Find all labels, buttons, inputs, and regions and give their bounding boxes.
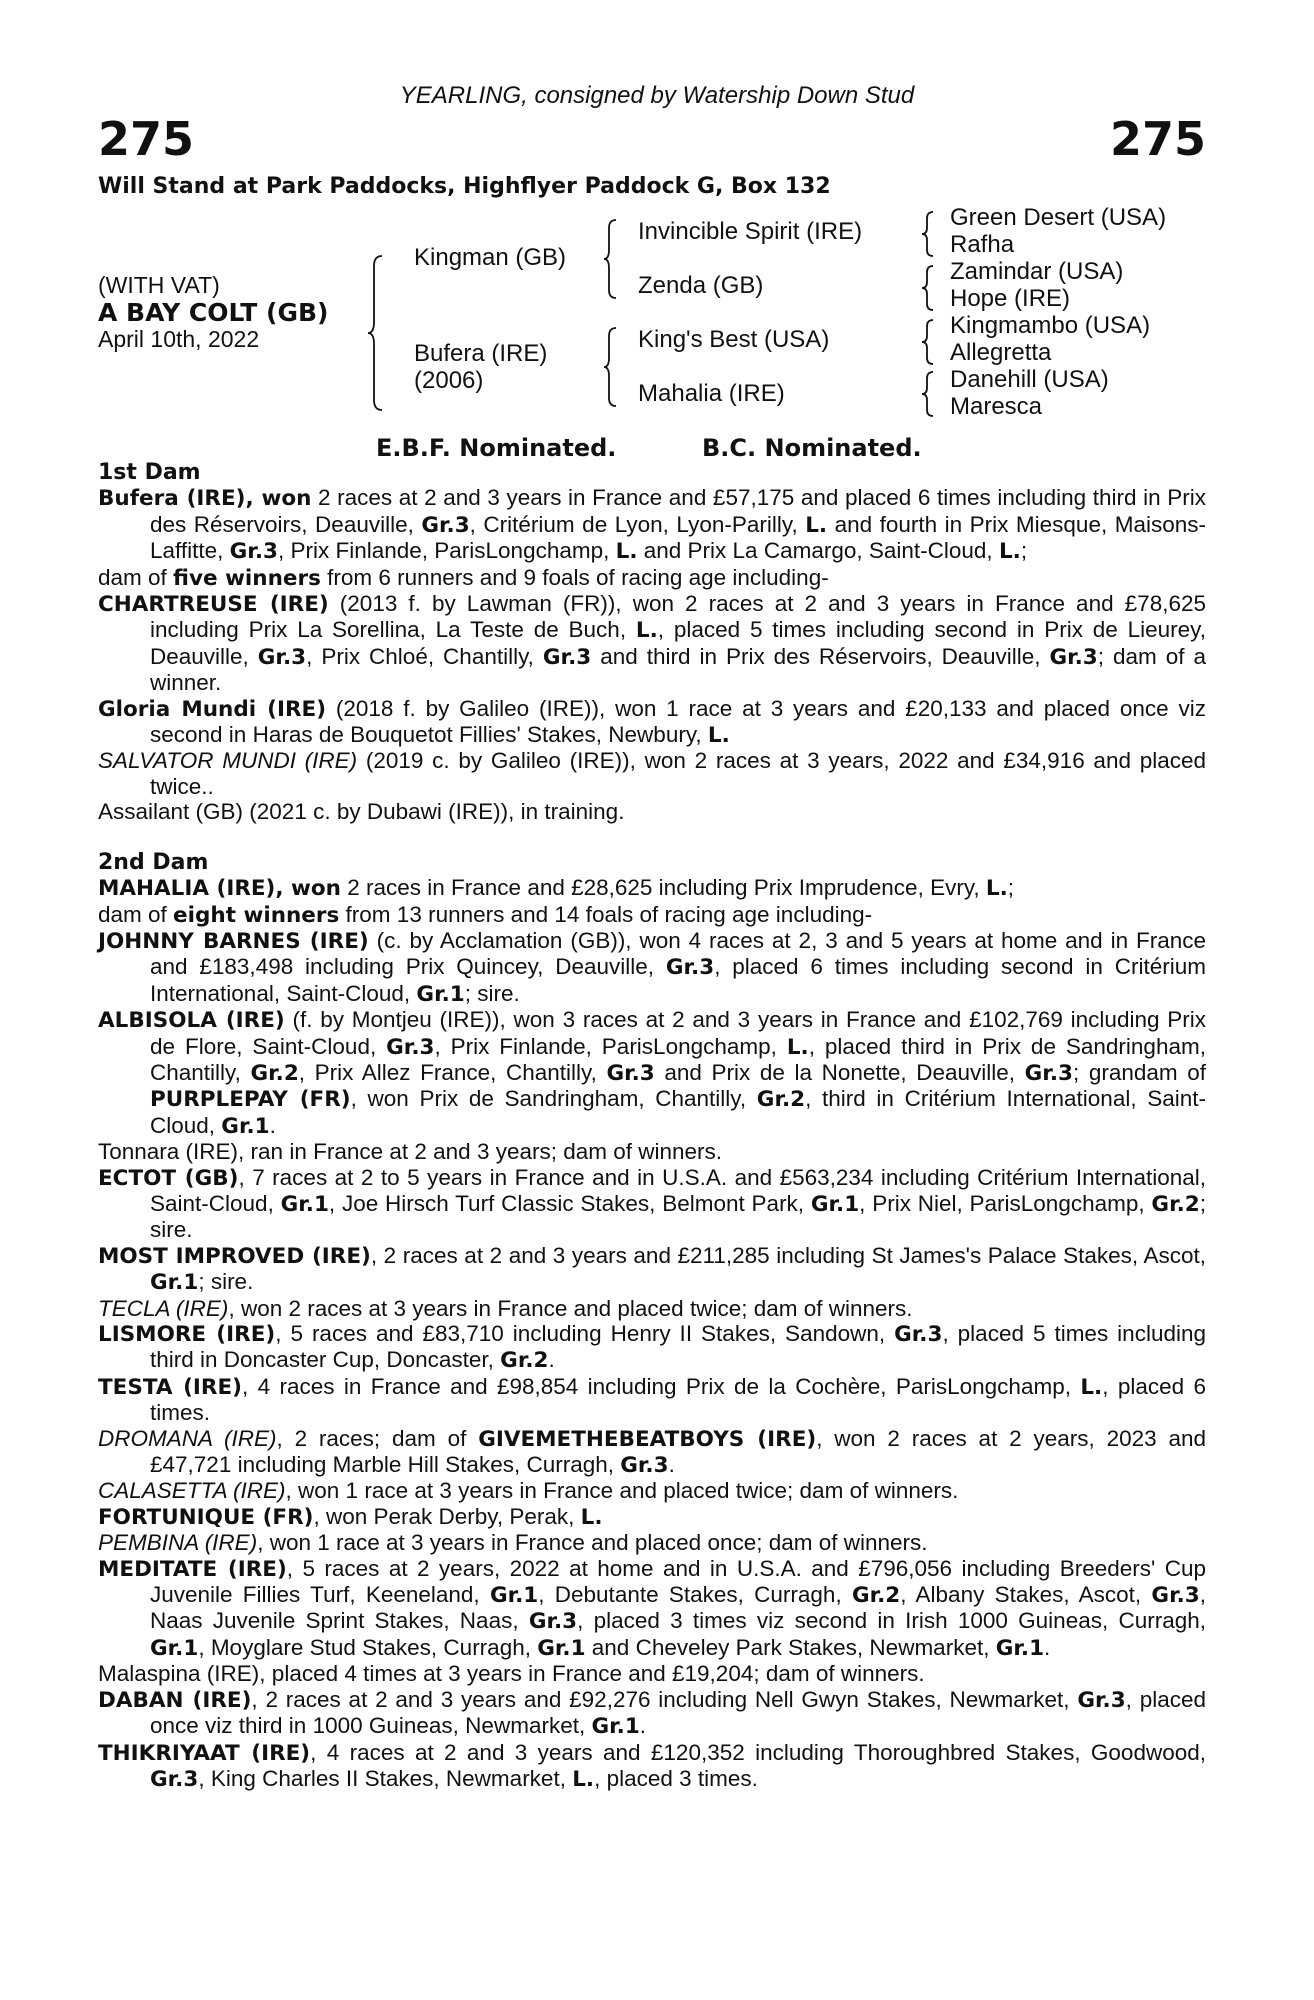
- ped-ddd: Maresca: [950, 393, 1043, 420]
- ped-sdd: Hope (IRE): [950, 285, 1071, 312]
- consignment-line: YEARLING, consigned by Watership Down Stud: [399, 82, 915, 109]
- produce-chartreuse: CHARTREUSE (IRE) (2013 f. by Lawman (FR)), won 2 races at 2 and 3 years in France and £78,625 including Prix La Sorellina, La Teste de Buch, L., placed 5 times including second in Prix de Lieurey, Deauville, Gr.3, Prix Chloé, Chantilly, Gr.3 and third in Prix des Réservoirs, Deauville, Gr.3; dam of a winner.: [98, 591, 1206, 696]
- pedigree-brace-2a: [604, 218, 622, 300]
- sire-of-sire: Invincible Spirit (IRE): [638, 218, 863, 245]
- second-dam-heading: 2nd Dam: [98, 849, 209, 875]
- produce-most-improved: MOST IMPROVED (IRE), 2 races at 2 and 3 years and £211,285 including St James's Palace Stakes, Ascot, Gr.1; sire.: [98, 1242, 1206, 1296]
- produce-lismore: LISMORE (IRE), 5 races and £83,710 including Henry II Stakes, Sandown, Gr.3, placed 5 times including third in Doncaster Cup, Doncaster, Gr.2.: [98, 1321, 1206, 1374]
- produce-testa: TESTA (IRE), 4 races in France and £98,854 including Prix de la Cochère, ParisLongchamp, L., placed 6 times.: [98, 1373, 1206, 1426]
- first-dam-entry: Bufera (IRE), won 2 races at 2 and 3 years in France and £57,175 and placed 6 times including third in Prix des Réservoirs, Deauville, Gr.3, Critérium de Lyon, Lyon-Parilly, L. and fourth in Prix Miesque, Maisons-Laffitte, Gr.3, Prix Finlande, ParisLongchamp, L. and Prix La Camargo, Saint-Cloud, L.;: [98, 485, 1206, 565]
- sire: Kingman (GB): [414, 244, 567, 271]
- ped-dds: Danehill (USA): [950, 366, 1109, 393]
- produce-assailant: Assailant (GB) (2021 c. by Dubawi (IRE)), in training.: [98, 799, 625, 825]
- horse-description: A BAY COLT (GB): [98, 298, 329, 327]
- foaling-date: April 10th, 2022: [98, 326, 260, 352]
- dam-of-sire: Zenda (GB): [638, 272, 764, 299]
- produce-johnny-barnes: JOHNNY BARNES (IRE) (c. by Acclamation (GB)), won 4 races at 2, 3 and 5 years at home and in France and £183,498 including Prix Quincey, Deauville, Gr.3, placed 6 times including second in Critérium International, Saint-Cloud, Gr.1; sire.: [98, 927, 1206, 1007]
- ped-sss: Green Desert (USA): [950, 204, 1167, 231]
- produce-meditate: MEDITATE (IRE), 5 races at 2 years, 2022 at home and in U.S.A. and £796,056 including Breeders' Cup Juvenile Fillies Turf, Keeneland, Gr.1, Debutante Stakes, Curragh, Gr.2, Albany Stakes, Ascot, Gr.3, Naas Juvenile Sprint Stakes, Naas, Gr.3, placed 3 times viz second in Irish 1000 Guineas, Curragh, Gr.1, Moyglare Stud Stakes, Curragh, Gr.1 and Cheveley Park Stakes, Newmarket, Gr.1.: [98, 1555, 1206, 1661]
- dam: Bufera (IRE): [414, 340, 548, 367]
- produce-ectot: ECTOT (GB), 7 races at 2 to 5 years in France and in U.S.A. and £563,234 including Critérium International, Saint-Cloud, Gr.1, Joe Hirsch Turf Classic Stakes, Belmont Park, Gr.1, Prix Niel, ParisLongchamp, Gr.2; sire.: [98, 1164, 1206, 1243]
- produce-tonnara: Tonnara (IRE), ran in France at 2 and 3 years; dam of winners.: [98, 1139, 723, 1165]
- sire-of-dam: King's Best (USA): [638, 326, 830, 353]
- lot-number-right: 275: [1109, 112, 1206, 166]
- produce-fortunique: FORTUNIQUE (FR), won Perak Derby, Perak, L.: [98, 1503, 603, 1530]
- vat-note: (WITH VAT): [98, 272, 220, 298]
- produce-tecla: TECLA (IRE), won 2 races at 3 years in France and placed twice; dam of winners.: [98, 1295, 913, 1321]
- ped-dsd: Allegretta: [950, 339, 1052, 366]
- produce-calasetta: CALASETTA (IRE), won 1 race at 3 years in France and placed twice; dam of winners.: [98, 1478, 959, 1504]
- produce-pembina: PEMBINA (IRE), won 1 race at 3 years in France and placed once; dam of winners.: [98, 1530, 928, 1556]
- ped-sds: Zamindar (USA): [950, 258, 1124, 285]
- first-dam-produce-summary: dam of five winners from 6 runners and 9 foals of racing age including-: [98, 564, 829, 591]
- second-dam-entry: MAHALIA (IRE), won 2 races in France and £28,625 including Prix Imprudence, Evry, L.;: [98, 875, 1015, 902]
- catalogue-body: [98, 460, 1206, 1792]
- pedigree-brace-1: [368, 254, 388, 412]
- produce-albisola: ALBISOLA (IRE) (f. by Montjeu (IRE)), won 3 races at 2 and 3 years in France and £102,769 including Prix de Flore, Saint-Cloud, Gr.3, Prix Finlande, ParisLongchamp, L., placed third in Prix de Sandringham, Chantilly, Gr.2, Prix Allez France, Chantilly, Gr.3 and Prix de la Nonette, Deauville, Gr.3; grandam of PURPLEPAY (FR), won Prix de Sandringham, Chantilly, Gr.2, third in Critérium International, Saint-Cloud, Gr.1.: [98, 1007, 1207, 1139]
- dam-year: (2006): [414, 367, 484, 394]
- pedigree-brace-3a: [922, 210, 938, 258]
- pedigree-brace-3d: [922, 370, 938, 418]
- stand-location: Will Stand at Park Paddocks, Highflyer Paddock G, Box 132: [98, 174, 831, 199]
- pedigree-brace-2b: [604, 326, 622, 408]
- produce-daban: DABAN (IRE), 2 races at 2 and 3 years and £92,276 including Nell Gwyn Stakes, Newmarket, Gr.3, placed once viz third in 1000 Guineas, Newmarket, Gr.1.: [98, 1686, 1206, 1740]
- pedigree-brace-3c: [922, 318, 938, 366]
- produce-dromana: DROMANA (IRE), 2 races; dam of GIVEMETHEBEATBOYS (IRE), won 2 races at 2 years, 2023 and £47,721 including Marble Hill Stakes, Curragh, Gr.3.: [98, 1425, 1206, 1479]
- produce-salvator-mundi: SALVATOR MUNDI (IRE) (2019 c. by Galileo (IRE)), won 2 races at 3 years, 2022 and £34,916 and placed twice..: [98, 748, 1207, 799]
- ped-dss: Kingmambo (USA): [950, 312, 1151, 339]
- bc-nomination: B.C. Nominated.: [702, 434, 922, 462]
- first-dam-heading: 1st Dam: [98, 460, 201, 485]
- ped-ssd: Rafha: [950, 231, 1015, 258]
- dam-of-dam: Mahalia (IRE): [638, 380, 785, 407]
- ebf-nomination: E.B.F. Nominated.: [376, 434, 617, 462]
- pedigree-brace-3b: [922, 264, 938, 312]
- lot-number-left: 275: [98, 112, 195, 166]
- produce-gloria-mundi: Gloria Mundi (IRE) (2018 f. by Galileo (IRE)), won 1 race at 3 years and £20,133 and placed once viz second in Haras de Bouquetot Fillies' Stakes, Newbury, L.: [98, 695, 1206, 749]
- second-dam-produce-summary: dam of eight winners from 13 runners and 14 foals of racing age including-: [98, 901, 873, 928]
- produce-malaspina: Malaspina (IRE), placed 4 times at 3 years in France and £19,204; dam of winners.: [98, 1661, 925, 1687]
- produce-thikriyaat: THIKRIYAAT (IRE), 4 races at 2 and 3 years and £120,352 including Thoroughbred Stakes, Goodwood, Gr.3, King Charles II Stakes, Newmarket, L., placed 3 times.: [98, 1739, 1206, 1792]
